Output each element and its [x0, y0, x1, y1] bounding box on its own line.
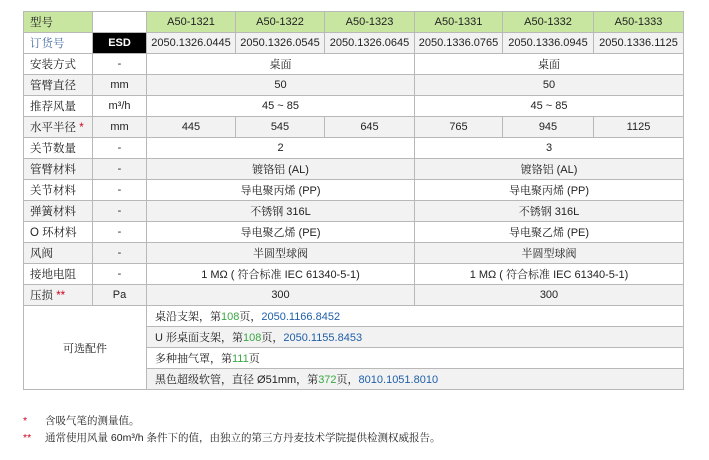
accessory-text: 黑色超级软管，直径 Ø51mm，第 [155, 374, 319, 386]
model-cell: A50-1322 [236, 12, 325, 33]
accessory-page-suffix: 页 [248, 353, 260, 365]
footnote [23, 430, 441, 447]
row-label: 关节数量 [24, 138, 93, 159]
row-label [24, 285, 93, 306]
group2-value: 半圆型球阀 [415, 243, 684, 264]
accessory-item [147, 348, 684, 369]
accessory-code: 2050.1166.8452 [261, 311, 341, 323]
row-label: O 环材料 [24, 222, 93, 243]
group2-value: 不锈钢 316L [415, 201, 684, 222]
row-label: 管臂材料 [24, 159, 93, 180]
footnote-text: 通常使用风量 60m³/h 条件下的值，由独立的第三方丹麦技术学院提供检测权威报告。 [45, 432, 441, 444]
pressure-label: 压损 [30, 290, 53, 302]
row-unit: Pa [93, 285, 147, 306]
row-unit: - [93, 159, 147, 180]
row-unit: m³/h [93, 96, 147, 117]
footnote [23, 413, 441, 430]
group1-value: 镀铬铝 (AL) [147, 159, 415, 180]
row-unit: - [93, 54, 147, 75]
row-unit: - [93, 201, 147, 222]
radius-label: 水平半径 [30, 122, 76, 134]
row-label: 管臂直径 [24, 75, 93, 96]
model-cell: A50-1332 [503, 12, 594, 33]
install-row [24, 54, 684, 75]
order-number: 2050.1336.1125 [594, 33, 684, 54]
accessory-item [147, 327, 684, 348]
radius-value: 1125 [594, 117, 684, 138]
row-label: 安装方式 [24, 54, 93, 75]
esd-badge: ESD [93, 33, 147, 54]
accessory-page: 108 [243, 332, 262, 344]
accessory-item [147, 369, 684, 390]
group2-value: 3 [415, 138, 684, 159]
group2-value: 导电聚乙烯 (PE) [415, 222, 684, 243]
row-unit: - [93, 222, 147, 243]
group1-value: 不锈钢 316L [147, 201, 415, 222]
accessory-text: 多种抽气罩，第 [155, 353, 232, 365]
model-cell: A50-1321 [147, 12, 236, 33]
row-label: 推荐风量 [24, 96, 93, 117]
accessory-page-suffix: 页， [261, 332, 284, 344]
row-unit: - [93, 138, 147, 159]
joint-material-row [24, 180, 684, 201]
oring-material-row [24, 222, 684, 243]
row-label: 弹簧材料 [24, 201, 93, 222]
row-unit: mm [93, 117, 147, 138]
resistance-row [24, 264, 684, 285]
group2-value: 45 ~ 85 [415, 96, 684, 117]
radius-value: 945 [503, 117, 594, 138]
footnote-mark: * [79, 122, 84, 134]
accessories-label: 可选配件 [24, 306, 147, 390]
row-unit: - [93, 264, 147, 285]
accessory-row [24, 306, 684, 327]
arm-material-row [24, 159, 684, 180]
radius-value: 545 [236, 117, 325, 138]
row-unit: mm [93, 75, 147, 96]
header-blank [93, 12, 147, 33]
footnote-text: 含吸气笔的测量值。 [45, 415, 140, 427]
order-label: 订货号 [24, 33, 93, 54]
order-number: 2050.1326.0545 [236, 33, 325, 54]
footnote-mark: ** [23, 432, 32, 444]
group1-value: 导电聚乙烯 (PE) [147, 222, 415, 243]
group2-value: 镀铬铝 (AL) [415, 159, 684, 180]
valve-row [24, 243, 684, 264]
row-label: 接地电阻 [24, 264, 93, 285]
radius-value: 645 [325, 117, 415, 138]
group2-value: 300 [415, 285, 684, 306]
diameter-row [24, 75, 684, 96]
spec-table [23, 11, 684, 390]
group2-value: 1 MΩ ( 符合标准 IEC 61340-5-1) [415, 264, 684, 285]
model-label: 型号 [24, 12, 93, 33]
group1-value: 1 MΩ ( 符合标准 IEC 61340-5-1) [147, 264, 415, 285]
accessory-page-suffix: 页， [336, 374, 359, 386]
group1-value: 45 ~ 85 [147, 96, 415, 117]
group1-value: 50 [147, 75, 415, 96]
group2-value: 50 [415, 75, 684, 96]
accessory-page-suffix: 页， [239, 311, 262, 323]
order-number: 2050.1326.0645 [325, 33, 415, 54]
row-label: 关节材料 [24, 180, 93, 201]
radius-value: 765 [415, 117, 503, 138]
footnote-mark: * [23, 415, 28, 427]
row-unit: - [93, 180, 147, 201]
group1-value: 导电聚丙烯 (PP) [147, 180, 415, 201]
order-number: 2050.1326.0445 [147, 33, 236, 54]
model-cell: A50-1333 [594, 12, 684, 33]
header-row [24, 12, 684, 33]
row-unit: - [93, 243, 147, 264]
order-row [24, 33, 684, 54]
accessory-item [147, 306, 684, 327]
accessory-page: 108 [221, 311, 240, 323]
footnote-mark: ** [56, 290, 66, 302]
radius-row [24, 117, 684, 138]
group2-value: 桌面 [415, 54, 684, 75]
group1-value: 半圆型球阀 [147, 243, 415, 264]
pressure-row [24, 285, 684, 306]
group1-value: 300 [147, 285, 415, 306]
accessory-text: U 形桌面支架，第 [155, 332, 243, 344]
model-cell: A50-1331 [415, 12, 503, 33]
group2-value: 导电聚丙烯 (PP) [415, 180, 684, 201]
model-cell: A50-1323 [325, 12, 415, 33]
row-label: 风阀 [24, 243, 93, 264]
order-number: 2050.1336.0765 [415, 33, 503, 54]
order-number: 2050.1336.0945 [503, 33, 594, 54]
airflow-row [24, 96, 684, 117]
group1-value: 2 [147, 138, 415, 159]
spring-material-row [24, 201, 684, 222]
joints-row [24, 138, 684, 159]
accessory-code: 2050.1155.8453 [283, 332, 363, 344]
radius-value: 445 [147, 117, 236, 138]
row-label [24, 117, 93, 138]
accessory-page: 372 [318, 374, 337, 386]
footnotes [23, 413, 441, 447]
accessory-code: 8010.1051.8010 [358, 374, 439, 386]
accessory-page: 111 [232, 353, 249, 365]
group1-value: 桌面 [147, 54, 415, 75]
accessory-text: 桌沿支架，第 [155, 311, 221, 323]
